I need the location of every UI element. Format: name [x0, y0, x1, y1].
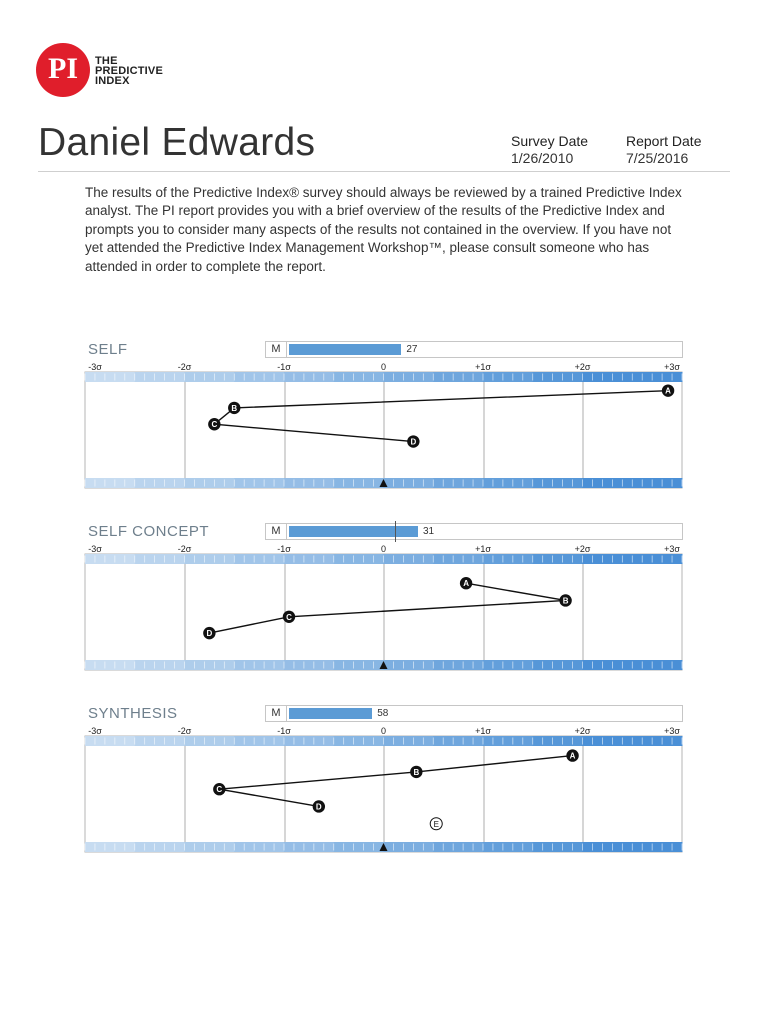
factor-label-c: C [286, 612, 292, 622]
top-scale [85, 736, 683, 746]
factor-label-b: B [562, 596, 569, 606]
plot-frame [85, 736, 682, 852]
scale-segment [632, 554, 682, 564]
scale-segment [85, 660, 135, 670]
scale-segment [234, 372, 284, 382]
x-tick-label: +1σ [475, 362, 491, 372]
scale-segment [334, 372, 384, 382]
x-tick-label: 0 [380, 544, 386, 554]
factor-label-c: C [216, 785, 223, 795]
x-tick-label: -3σ [88, 544, 102, 554]
intro-paragraph: The results of the Predictive Index® survey should always be reviewed by a trained Predictive Index analyst. The PI report provides you with a brief overview of the results of the Predictive Index and prompts you to consider many aspects of the results not contained in the overview. If you have not yet attended the Predictive Index Management Workshop™, please consult someone who has attended in order to complete the report. [85, 185, 682, 274]
scale-segment [433, 660, 483, 670]
scale-segment [185, 478, 235, 488]
scale-segment [583, 372, 633, 382]
scale-segment [483, 478, 533, 488]
x-tick-label: -1σ [277, 544, 291, 554]
scale-segment [433, 842, 483, 852]
chart-plot [85, 554, 685, 670]
survey-date-label: Survey Date [511, 133, 589, 149]
chart-title: SELF [88, 341, 128, 358]
scale-segment [284, 372, 334, 382]
scale-segment [334, 736, 384, 746]
chart-synthesis [85, 705, 685, 875]
factor-label-b: B [231, 403, 238, 413]
scale-segment [284, 736, 334, 746]
chart-self-concept [85, 523, 685, 693]
top-scale [85, 372, 683, 382]
scale-segment [334, 554, 384, 564]
x-tick-label: +3σ [664, 544, 680, 554]
x-tick-label: +2σ [574, 362, 591, 372]
x-tick-label: -2σ [177, 362, 192, 372]
scale-segment [433, 554, 483, 564]
scale-segment [433, 736, 483, 746]
scale-segment [583, 660, 633, 670]
scale-segment [284, 660, 334, 670]
scale-segment [632, 478, 682, 488]
scale-segment [135, 660, 185, 670]
m-scale-bar [265, 523, 683, 540]
scale-segment [185, 554, 235, 564]
factor-label-b: B [413, 767, 420, 777]
scale-segment [234, 478, 284, 488]
x-tick-label: -1σ [277, 362, 291, 372]
plot-frame [85, 554, 682, 670]
scale-segment [135, 842, 185, 852]
scale-segment [533, 736, 583, 746]
m-label: M [266, 342, 287, 357]
m-label: M [266, 706, 287, 721]
scale-segment [284, 478, 334, 488]
m-marker [395, 521, 396, 542]
report-date-value: 7/25/2016 [626, 150, 689, 166]
scale-segment [284, 842, 334, 852]
scale-segment [185, 660, 235, 670]
person-name: Daniel Edwards [38, 121, 316, 164]
x-tick-label: +1σ [475, 726, 491, 736]
scale-segment [483, 736, 533, 746]
scale-segment [632, 736, 682, 746]
scale-segment [234, 554, 284, 564]
scale-segment [483, 554, 533, 564]
x-tick-label: 0 [380, 362, 386, 372]
plot-frame [85, 372, 682, 488]
logo-wordmark [95, 56, 163, 86]
scale-segment [384, 554, 434, 564]
factor-label-d: D [315, 802, 322, 812]
logo-word: INDEX [95, 75, 130, 87]
scale-segment [483, 842, 533, 852]
scale-segment [185, 372, 235, 382]
m-label: M [266, 524, 287, 539]
header-divider [38, 171, 730, 172]
scale-segment [384, 736, 434, 746]
scale-segment [533, 842, 583, 852]
scale-segment [533, 372, 583, 382]
factor-label-a: A [665, 386, 671, 396]
scale-segment [533, 554, 583, 564]
scale-segment [632, 372, 682, 382]
m-scale-bar [265, 705, 683, 722]
scale-segment [334, 842, 384, 852]
scale-segment [234, 842, 284, 852]
x-tick-label: +2σ [574, 726, 591, 736]
chart-title: SELF CONCEPT [88, 523, 210, 540]
scale-segment [234, 660, 284, 670]
scale-segment [85, 372, 135, 382]
logo-word: PREDICTIVE [95, 65, 164, 77]
scale-segment [185, 842, 235, 852]
m-value: 31 [422, 526, 435, 537]
scale-segment [583, 554, 633, 564]
scale-segment [85, 842, 135, 852]
scale-segment [85, 736, 135, 746]
survey-date-value: 1/26/2010 [511, 150, 574, 166]
x-tick-label: +3σ [664, 362, 680, 372]
factor-label-d: D [206, 629, 213, 639]
x-tick-label: +1σ [475, 544, 491, 554]
scale-segment [632, 842, 682, 852]
x-tick-label: +2σ [574, 544, 591, 554]
scale-segment [135, 478, 185, 488]
scale-segment [334, 660, 384, 670]
scale-segment [583, 736, 633, 746]
logo-word: THE [95, 55, 118, 67]
scale-segment [583, 842, 633, 852]
x-tick-label: -2σ [177, 726, 192, 736]
survey-date [511, 133, 588, 167]
scale-segment [433, 372, 483, 382]
logo-mark-text: PI [48, 52, 78, 85]
m-fill [289, 344, 401, 355]
chart-plot [85, 736, 685, 852]
scale-segment [135, 554, 185, 564]
chart-self [85, 341, 685, 511]
scale-segment [533, 478, 583, 488]
logo-mark [36, 43, 90, 97]
scale-segment [384, 842, 434, 852]
scale-segment [284, 554, 334, 564]
scale-segment [483, 372, 533, 382]
m-fill [289, 708, 372, 719]
scale-segment [135, 736, 185, 746]
x-tick-label: 0 [380, 726, 386, 736]
factor-label-a: A [463, 579, 469, 589]
scale-segment [135, 372, 185, 382]
scale-segment [632, 660, 682, 670]
scale-segment [384, 660, 434, 670]
m-scale-bar [265, 341, 683, 358]
top-scale [85, 554, 683, 564]
chart-title: SYNTHESIS [88, 705, 178, 722]
factor-label-c: C [211, 420, 218, 430]
scale-segment [185, 736, 235, 746]
x-tick-label: -1σ [277, 726, 291, 736]
predictive-index-logo [36, 43, 176, 99]
m-value: 27 [406, 344, 418, 355]
m-value: 58 [377, 708, 389, 719]
x-tick-label: -3σ [88, 726, 102, 736]
m-fill [289, 526, 418, 537]
scale-segment [533, 660, 583, 670]
scale-segment [583, 478, 633, 488]
report-date-label: Report Date [626, 133, 702, 149]
factor-label-a: A [569, 751, 576, 761]
scale-segment [85, 478, 135, 488]
scale-segment [433, 478, 483, 488]
x-tick-label: +3σ [664, 726, 680, 736]
scale-segment [384, 478, 434, 488]
x-tick-label: -3σ [88, 362, 102, 372]
chart-plot [85, 372, 685, 488]
scale-segment [234, 736, 284, 746]
scale-segment [334, 478, 384, 488]
scale-segment [384, 372, 434, 382]
report-date [626, 133, 701, 167]
scale-segment [483, 660, 533, 670]
x-tick-label: -2σ [177, 544, 192, 554]
factor-label-d: D [410, 437, 417, 447]
factor-label-e: E [433, 819, 439, 829]
scale-segment [85, 554, 135, 564]
